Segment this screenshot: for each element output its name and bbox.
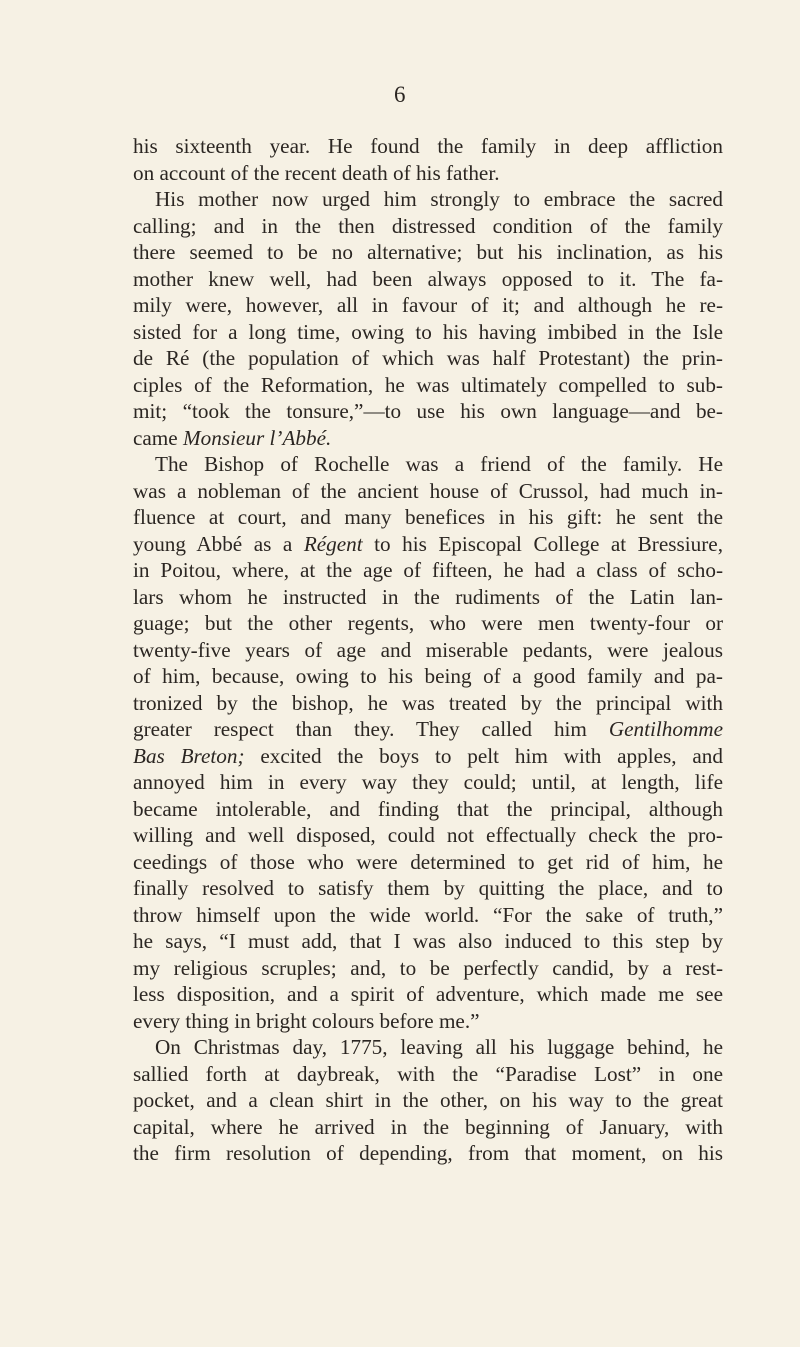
italic-text: Monsieur l’Abbé. xyxy=(183,425,332,450)
text-segment: mily were, however, all in favour of it; and although he re- xyxy=(133,293,723,317)
text-segment: On Christmas day, 1775, leaving all his luggage behind, he xyxy=(155,1035,723,1059)
text-segment: guage; but the other regents, who were men twenty-four or xyxy=(133,611,723,635)
text-line xyxy=(133,345,723,372)
text-segment: there seemed to be no alternative; but his inclination, as his xyxy=(133,240,723,264)
text-segment: mother knew well, had been always opposed to it. The fa- xyxy=(133,266,723,291)
text-segment: tronized by the bishop, he was treated by the principal with xyxy=(133,690,723,715)
text-segment: became intolerable, and finding that the principal, although xyxy=(133,796,723,821)
text-line xyxy=(133,981,723,1008)
text-segment: throw himself upon the wide world. “For the sake of truth,” xyxy=(133,902,723,927)
text-segment: calling; and in the then distressed condition of the family xyxy=(133,213,723,238)
text-segment: his sixteenth year. He found the family in deep affliction xyxy=(133,134,723,158)
text-line xyxy=(133,531,723,558)
text-line xyxy=(133,822,723,849)
text-line xyxy=(133,186,723,213)
text-line xyxy=(133,690,723,717)
text-line xyxy=(133,875,723,902)
text-segment: finally resolved to satisfy them by quitting the place, and to xyxy=(133,876,723,900)
italic-text: Bas Breton; xyxy=(133,743,245,768)
text-line xyxy=(133,398,723,425)
text-line xyxy=(133,1114,723,1141)
text-line xyxy=(133,663,723,690)
text-line xyxy=(133,504,723,531)
text-segment: twenty-five years of age and miserable pedants, were jealous xyxy=(133,637,723,662)
text-line xyxy=(133,133,723,160)
text-line xyxy=(133,928,723,955)
text-line xyxy=(133,478,723,505)
text-segment: The Bishop of Rochelle was a friend of the family. He xyxy=(155,452,723,476)
text-line xyxy=(133,637,723,664)
italic-text: Gentilhomme xyxy=(608,717,723,741)
text-segment: ciples of the Reformation, he was ultimately compelled to sub- xyxy=(133,372,723,397)
text-line xyxy=(133,902,723,929)
text-line xyxy=(133,1008,723,1035)
text-segment: pocket, and a clean shirt in the other, on his way to the great xyxy=(133,1088,723,1112)
body-text xyxy=(133,133,723,1167)
text-segment: every thing in bright colours before me.” xyxy=(133,1008,480,1033)
text-segment: was a nobleman of the ancient house of Crussol, had much in- xyxy=(133,478,723,503)
text-segment: the firm resolution of depending, from that moment, on his xyxy=(133,1141,723,1165)
text-line xyxy=(133,1061,723,1088)
text-line xyxy=(133,610,723,637)
text-segment: ceedings of those who were determined to get rid of him, he xyxy=(133,849,723,874)
text-segment: greater respect than they. They called him xyxy=(133,717,609,741)
text-line xyxy=(133,425,723,452)
text-line xyxy=(133,557,723,584)
text-segment: young Abbé as a xyxy=(133,531,304,556)
text-segment: sallied forth at daybreak, with the “Paradise Lost” in one xyxy=(133,1061,723,1086)
text-line xyxy=(133,743,723,770)
text-segment: annoyed him in every way they could; until, at length, life xyxy=(133,770,723,794)
text-line xyxy=(133,292,723,319)
text-line xyxy=(133,716,723,743)
text-segment: capital, where he arrived in the beginning of January, with xyxy=(133,1114,723,1139)
text-segment: fluence at court, and many benefices in his gift: he sent the xyxy=(133,505,723,529)
text-segment: His mother now urged him strongly to embrace the sacred xyxy=(155,187,723,211)
text-line xyxy=(133,372,723,399)
text-segment: my religious scruples; and, to be perfectly candid, by a rest- xyxy=(133,955,723,980)
text-line xyxy=(133,1140,723,1167)
page-number: 6 xyxy=(394,82,406,107)
text-segment: sisted for a long time, owing to his having imbibed in the Isle xyxy=(133,319,723,344)
text-line xyxy=(133,1034,723,1061)
text-segment: on account of the recent death of his father. xyxy=(133,160,500,185)
text-segment: excited the boys to pelt him with apples, and xyxy=(244,743,723,768)
text-segment: to his Episcopal College at Bressiure, xyxy=(362,531,723,556)
text-line xyxy=(133,451,723,478)
text-line xyxy=(133,796,723,823)
text-line xyxy=(133,319,723,346)
text-segment: mit; “took the tonsure,”—to use his own language—and be- xyxy=(133,399,723,423)
text-line xyxy=(133,955,723,982)
text-line xyxy=(133,160,723,187)
text-line xyxy=(133,213,723,240)
text-line xyxy=(133,849,723,876)
text-line xyxy=(133,1087,723,1114)
text-line xyxy=(133,584,723,611)
text-segment: lars whom he instructed in the rudiments of the Latin lan- xyxy=(133,584,723,609)
text-segment: willing and well disposed, could not effectually check the pro- xyxy=(133,823,723,847)
text-segment: of him, because, owing to his being of a good family and pa- xyxy=(133,664,723,688)
text-line xyxy=(133,769,723,796)
text-line xyxy=(133,239,723,266)
text-segment: came xyxy=(133,425,183,450)
text-segment: in Poitou, where, at the age of fifteen, he had a class of scho- xyxy=(133,558,723,582)
text-segment: less disposition, and a spirit of adventure, which made me see xyxy=(133,982,723,1006)
text-line xyxy=(133,266,723,293)
italic-text: Régent xyxy=(303,531,363,556)
text-segment: he says, “I must add, that I was also induced to this step by xyxy=(133,929,723,953)
text-segment: de Ré (the population of which was half Protestant) the prin- xyxy=(133,346,723,370)
